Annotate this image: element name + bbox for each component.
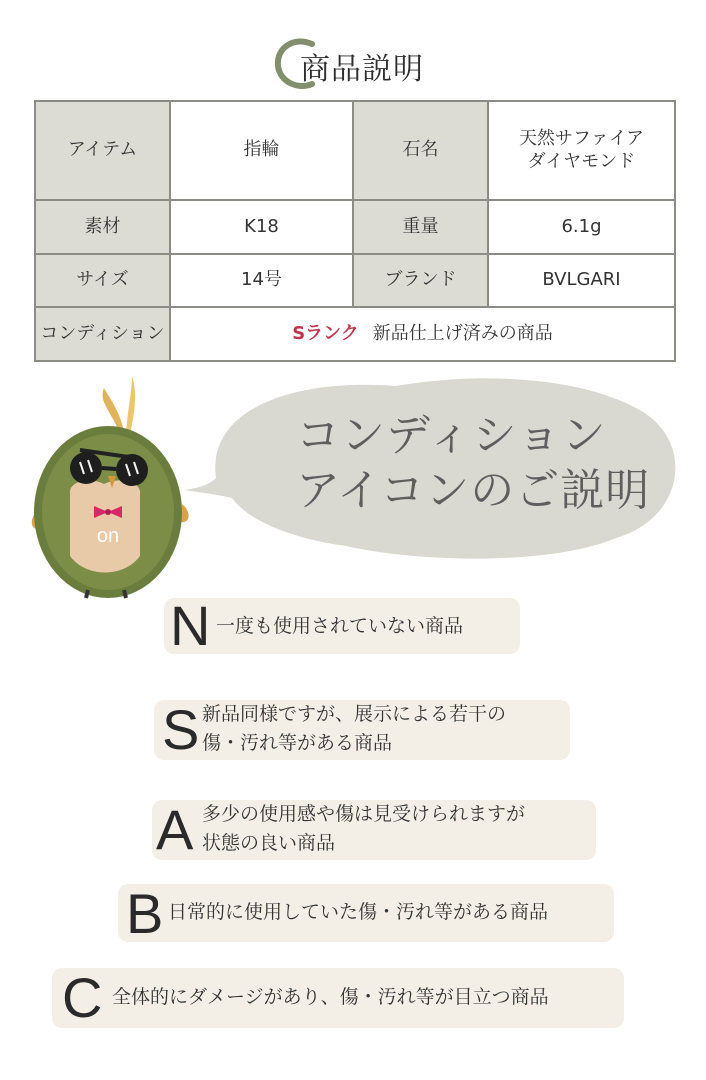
spec-value: 天然サファイア ダイヤモンド (488, 101, 675, 200)
condition-desc-line: 状態の良い商品 (202, 832, 336, 855)
spec-label: コンディション (35, 307, 170, 361)
condition-card-a (152, 800, 596, 860)
bubble-line: コンディション (296, 410, 607, 461)
table-row (35, 101, 675, 200)
table-row (35, 307, 675, 361)
condition-card-n (164, 594, 520, 657)
condition-value (170, 307, 675, 361)
condition-desc: 一度も使用されていない商品 (216, 615, 464, 637)
condition-desc (202, 700, 506, 759)
spec-table (34, 100, 676, 362)
spec-value: 6.1g (488, 200, 675, 254)
spec-label: ブランド (353, 254, 488, 308)
spec-label: 素材 (35, 200, 170, 254)
spec-value: 指輪 (170, 101, 353, 200)
bubble-heading (296, 408, 650, 518)
condition-desc: 日常的に使用していた傷・汚れ等がある商品 (168, 901, 549, 923)
spec-value: K18 (170, 200, 353, 254)
condition-desc-line: 傷・汚れ等がある商品 (202, 732, 393, 755)
page-header (0, 30, 706, 90)
spec-label: サイズ (35, 254, 170, 308)
condition-letter: S (162, 698, 200, 761)
condition-card-c (52, 968, 624, 1028)
page-title: 商品説明 (300, 52, 424, 87)
spec-value: BVLGARI (488, 254, 675, 308)
condition-letter: C (62, 966, 103, 1029)
condition-letter: N (170, 594, 211, 657)
table-row (35, 254, 675, 308)
condition-letter: A (156, 798, 194, 861)
owl-mascot-icon (28, 372, 198, 604)
spec-label: アイテム (35, 101, 170, 200)
spec-label: 石名 (353, 101, 488, 200)
spec-label: 重量 (353, 200, 488, 254)
condition-letter: B (126, 882, 164, 945)
condition-desc-line: 多少の使用感や傷は見受けられますが (202, 803, 526, 825)
condition-desc (202, 800, 525, 859)
condition-desc: 全体的にダメージがあり、傷・汚れ等が目立つ商品 (112, 986, 549, 1008)
condition-rank: Sランク (292, 322, 359, 344)
condition-card-b (118, 882, 614, 945)
bubble-line: アイコンのご説明 (296, 465, 651, 516)
mascot-badge: on (96, 525, 120, 547)
condition-desc-line: 新品同様ですが、展示による若干の (202, 703, 507, 725)
spec-value: 14号 (170, 254, 353, 308)
condition-text: 新品仕上げ済みの商品 (372, 322, 553, 344)
table-row (35, 200, 675, 254)
condition-card-s (154, 700, 570, 760)
